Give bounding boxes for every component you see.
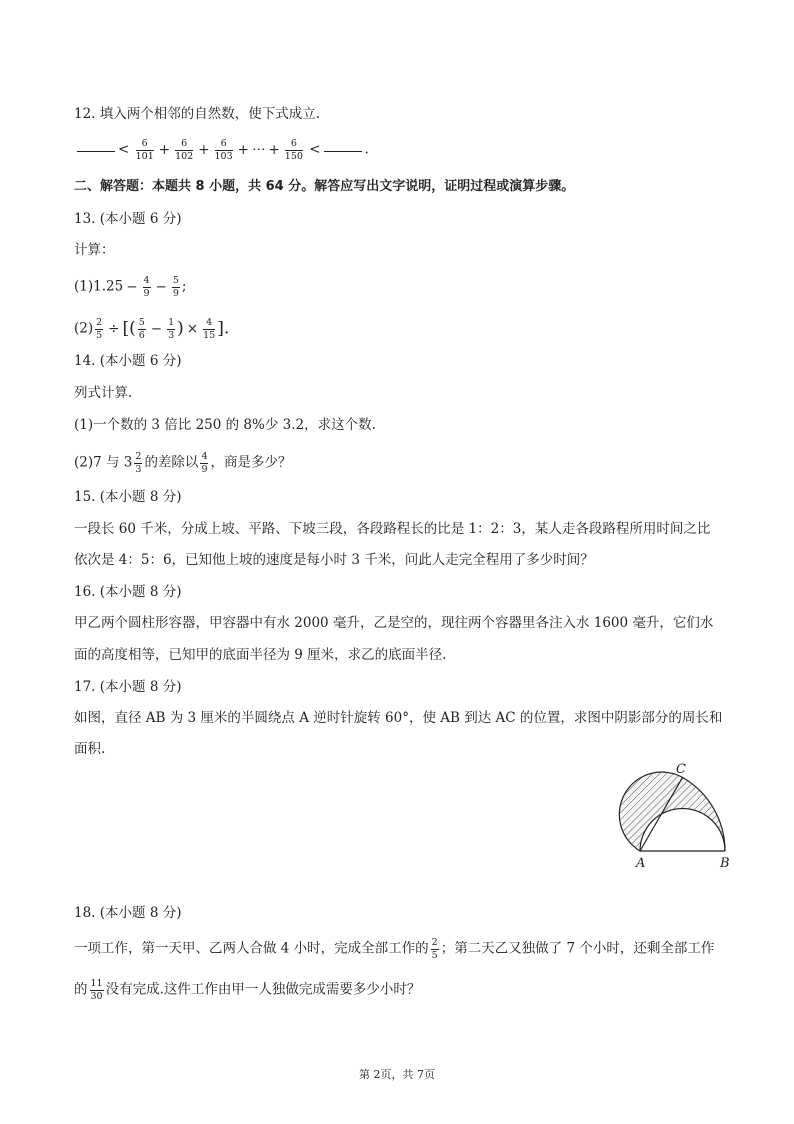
fraction: $\frac{4}{9}$ (143, 275, 150, 299)
q14-intro: 列式计算. (74, 385, 133, 401)
fraction: $\frac{4}{9}$ (201, 451, 208, 475)
q14-part1: (1)一个数的 3 倍比 250 的 8%少 3.2，求这个数. (74, 417, 376, 433)
q13-part1: (1)1.25 − $\frac{4}{9}$ − $\frac{5}{9}$ ; (74, 275, 187, 299)
fraction: $\frac{5}{6}$ (138, 317, 145, 341)
q17-header: 17. (本小题 8 分) (74, 679, 182, 695)
fraction-6-102: $\frac{6}{102}$ (175, 138, 194, 162)
q18-line2: 的 $\frac{11}{30}$ 没有完成.这件工作由甲一人独做完成需要多少小时？ (74, 978, 421, 1002)
q12-text: 12. 填入两个相邻的自然数，使下式成立. (74, 106, 321, 122)
answer-blank-left[interactable] (77, 151, 115, 152)
q15-line2: 依次是 4：5：6，已知他上坡的速度是每小时 3 千米，问此人走完全程用了多少时间？ (74, 552, 594, 568)
q17-line2: 面积. (74, 741, 106, 757)
q13-intro: 计算： (74, 242, 115, 258)
q16-line2: 面的高度相等，已知甲的底面半径为 9 厘米，求乙的底面半径. (74, 647, 447, 663)
q14-header: 14. (本小题 6 分) (74, 353, 182, 369)
q18-header: 18. (本小题 8 分) (74, 905, 182, 921)
q14-part2: (2)7 与 3 $\frac{2}{3}$ 的差除以 $\frac{4}{9}$ ，商是多少？ (74, 451, 292, 475)
q17-line1: 如图，直径 AB 为 3 厘米的半圆绕点 A 逆时针旋转 60°，使 AB 到达 AC 的位置，求图中阴影部分的周长和 (74, 710, 723, 726)
label-b: B (720, 856, 730, 871)
fraction: $\frac{11}{30}$ (90, 978, 103, 1002)
q15-line1: 一段长 60 千米，分成上坡、平路、下坡三段，各段路程长的比是 1：2：3，某人走各段路程所用时间之比 (74, 521, 711, 537)
ellipsis: ⋯ (251, 141, 266, 158)
label-a: A (636, 856, 646, 871)
page-footer: 第 2页，共 7页 (359, 1068, 435, 1081)
less-than-sign: < (309, 141, 321, 158)
semicircle-rotation-figure (600, 755, 750, 875)
fraction: $\frac{5}{9}$ (172, 275, 179, 299)
fraction: $\frac{2}{5}$ (96, 317, 103, 341)
q18-line1: 一项工作，第一天甲、乙两人合做 4 小时，完成全部工作的 $\frac{2}{5}$ ；第二天乙又独做了 7 个小时，还剩全部工作 (74, 937, 715, 961)
q13-header: 13. (本小题 6 分) (74, 211, 182, 227)
fraction-6-101: $\frac{6}{101}$ (135, 138, 154, 162)
fraction-6-150: $\frac{6}{150}$ (284, 138, 303, 162)
q13-part2: (2) $\frac{2}{5}$ ÷ [( $\frac{5}{6}$ − $\frac{1}{3}$ ) × $\frac{4}{15}$ ]. (74, 317, 230, 341)
fraction: $\frac{4}{15}$ (203, 317, 216, 341)
section-heading: 二、解答题：本题共 8 小题，共 64 分。解答应写出文字说明，证明过程或演算步骤。 (74, 179, 575, 194)
fraction-6-103: $\frac{6}{103}$ (214, 138, 233, 162)
fraction: $\frac{1}{3}$ (168, 317, 175, 341)
q16-line1: 甲乙两个圆柱形容器，甲容器中有水 2000 毫升，乙是空的，现往两个容器里各注入水 1600 毫升，它们水 (74, 615, 714, 631)
q15-header: 15. (本小题 8 分) (74, 489, 182, 505)
q16-header: 16. (本小题 8 分) (74, 584, 182, 600)
label-c: C (676, 762, 686, 777)
answer-blank-right[interactable] (324, 151, 362, 152)
fraction: $\frac{2}{5}$ (431, 937, 438, 961)
fraction: $\frac{2}{3}$ (135, 451, 142, 475)
less-than-sign: < (118, 141, 130, 158)
q12-inequality: < $\frac{6}{101}$ + $\frac{6}{102}$ + $\frac{6}{103}$ + ⋯ + $\frac{6}{150}$ < . (74, 139, 369, 161)
shaded-region (619, 772, 725, 851)
